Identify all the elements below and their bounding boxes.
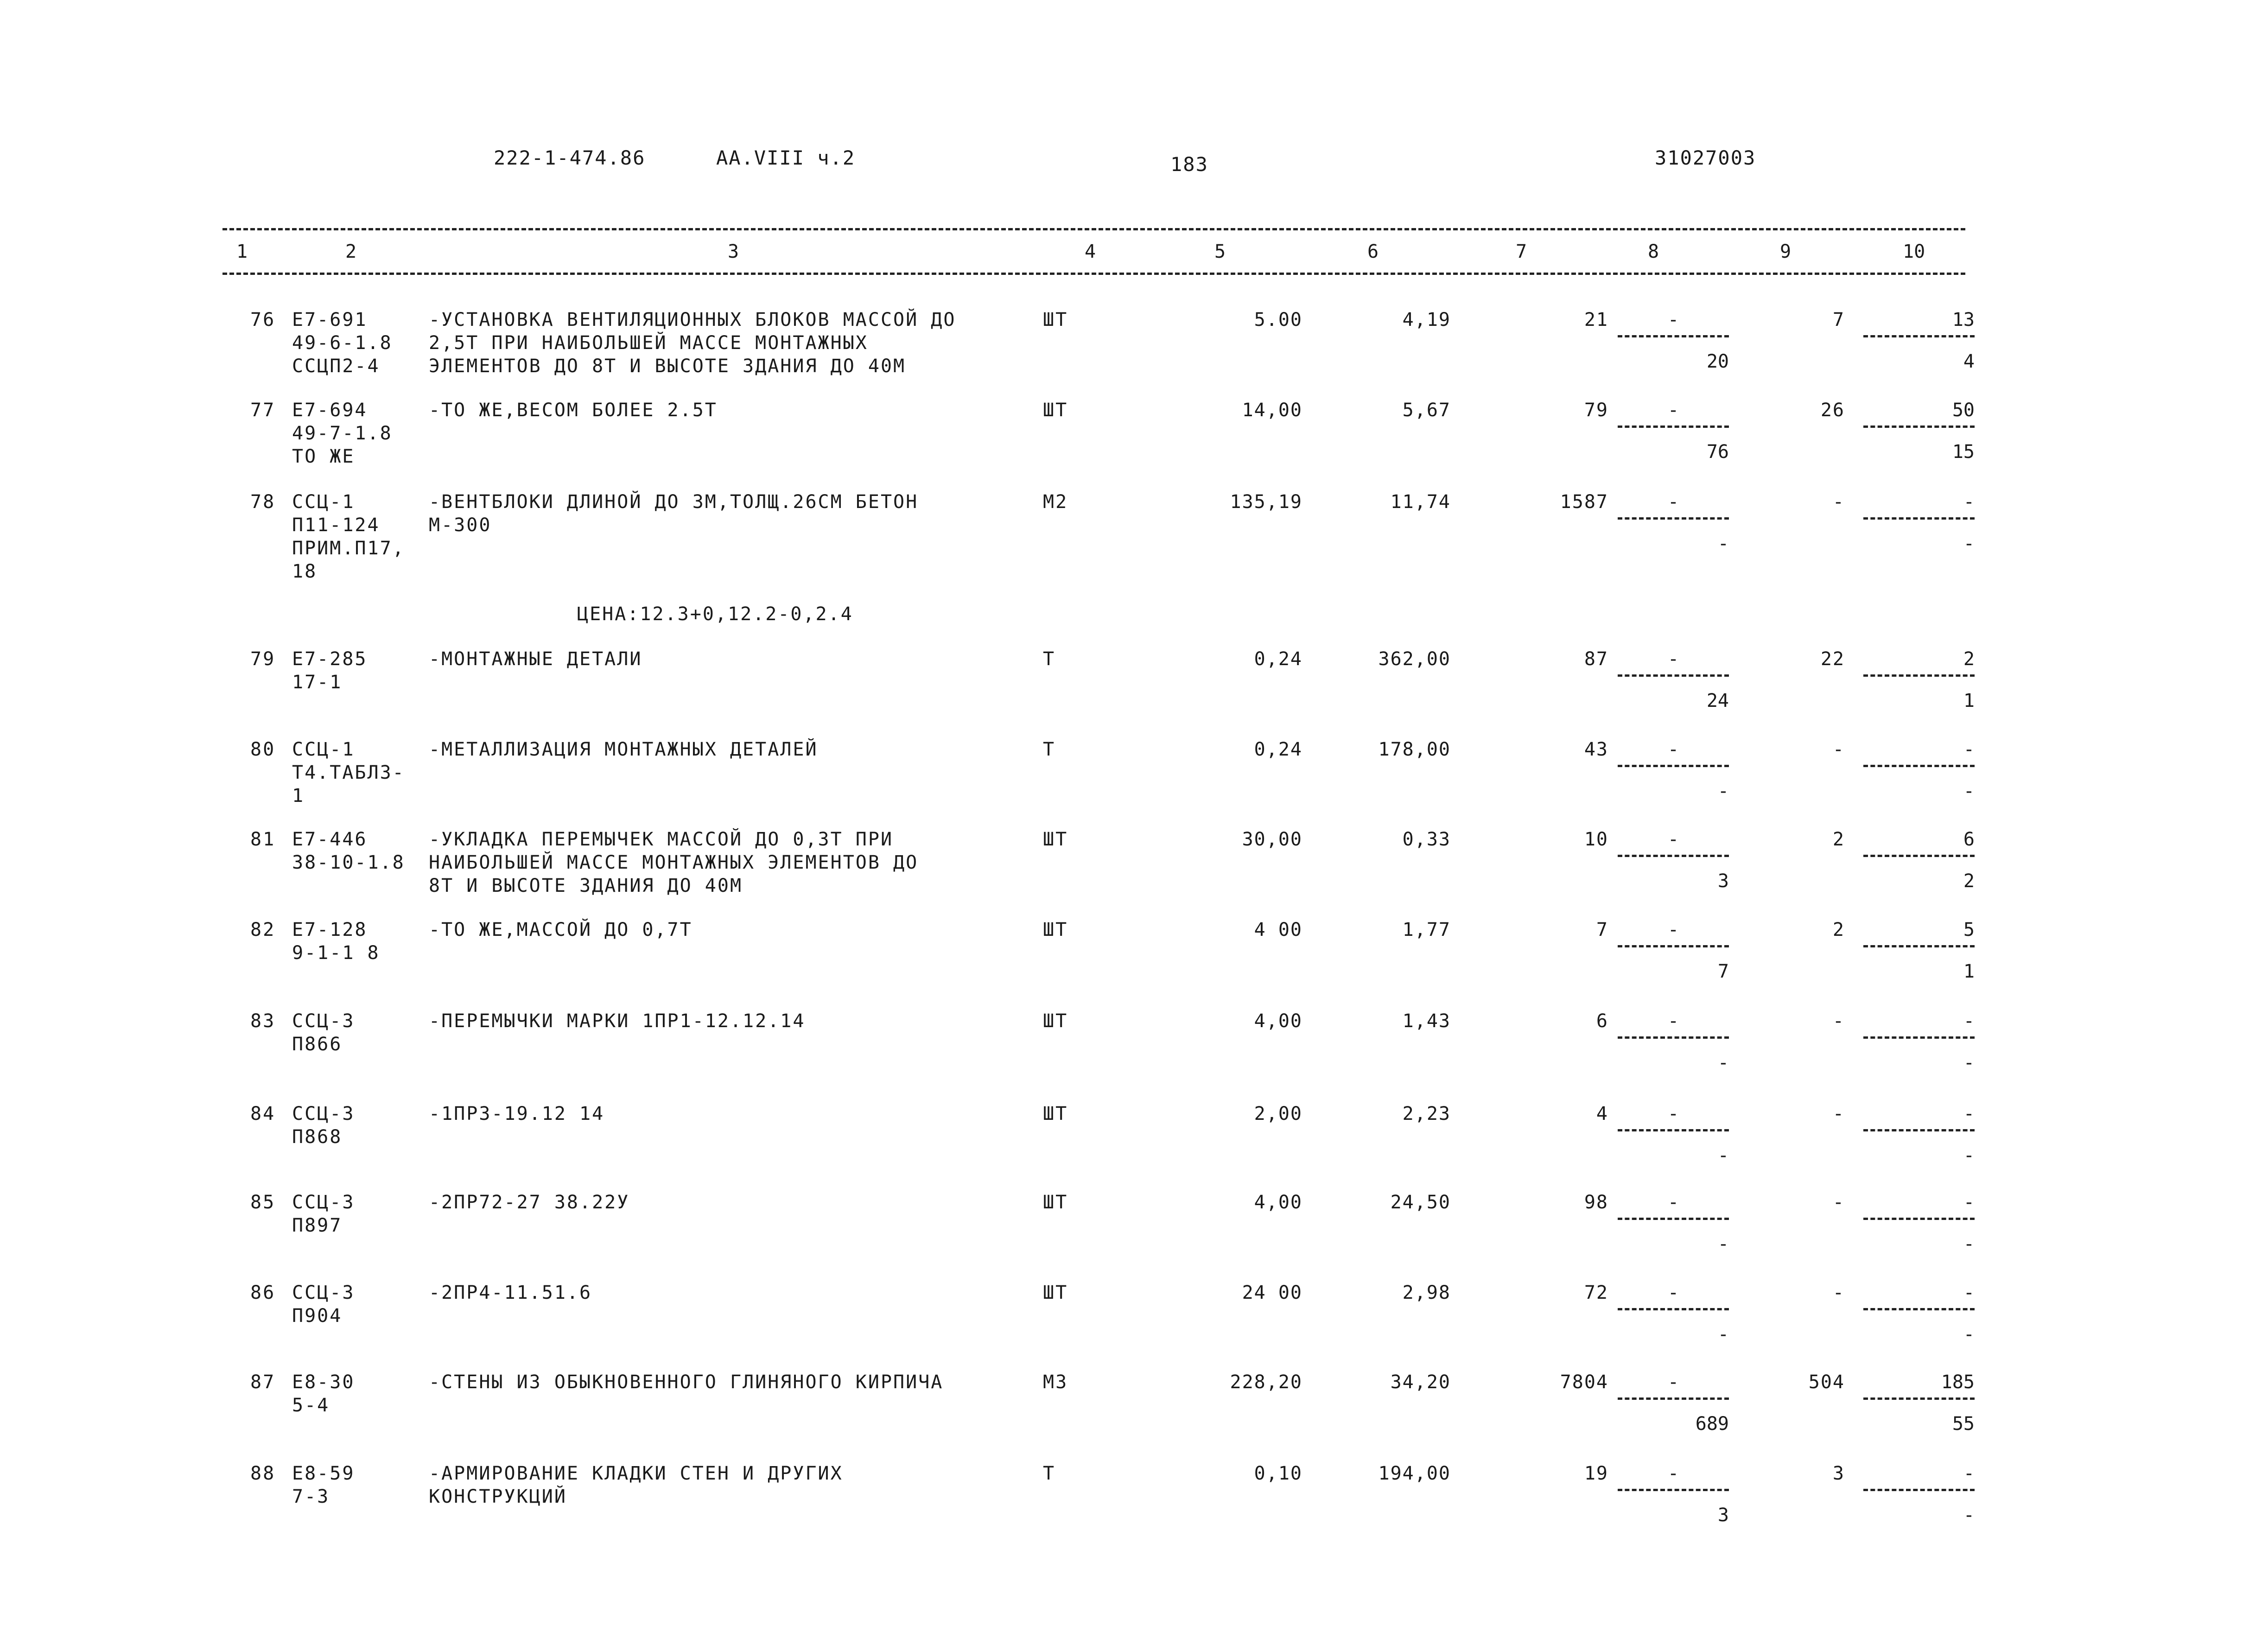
col10-divider xyxy=(1863,1489,1975,1491)
col9-value: - xyxy=(1832,1282,1845,1303)
quantity: 0,24 xyxy=(1254,739,1302,760)
col8-fraction xyxy=(1618,1281,1729,1355)
quantity: 4,00 xyxy=(1254,1010,1302,1032)
quantity: 30,00 xyxy=(1242,829,1302,850)
col10-divider xyxy=(1863,1397,1975,1400)
rate-code-line: П866 xyxy=(292,1034,343,1055)
col10-divider xyxy=(1863,1308,1975,1310)
quantity: 4,00 xyxy=(1254,1192,1302,1213)
unit: М2 xyxy=(1043,491,1068,513)
unit: ШТ xyxy=(1043,1010,1068,1032)
rate-code-line: П904 xyxy=(292,1305,343,1327)
unit-price: 194,00 xyxy=(1378,1463,1451,1484)
col10-top: - xyxy=(1963,491,1975,513)
col8-fraction xyxy=(1618,1102,1729,1176)
doc-number: 31027003 xyxy=(1655,146,1756,169)
unit-price: 11,74 xyxy=(1390,491,1451,513)
col10-bottom: - xyxy=(1963,1233,1975,1255)
rate-code-line: ССЦП2-4 xyxy=(292,356,380,377)
work-description-line: НАИБОЛЬШЕЙ МАССЕ МОНТАЖНЫХ ЭЛЕМЕНТОВ ДО xyxy=(429,852,919,873)
work-description-line: -АРМИРОВАНИЕ КЛАДКИ СТЕН И ДРУГИХ xyxy=(429,1463,843,1484)
rate-code-line: Т4.ТАБЛ3- xyxy=(292,762,405,783)
col8-bottom: - xyxy=(1717,1233,1729,1255)
rate-code-line: П897 xyxy=(292,1215,343,1236)
col10-top: - xyxy=(1963,739,1975,760)
column-header-row xyxy=(222,241,1965,269)
work-description-line: -ВЕНТБЛОКИ ДЛИНОЙ ДО 3М,ТОЛЩ.26СМ БЕТОН xyxy=(429,491,919,513)
rate-code-line: 1 xyxy=(292,785,305,807)
col8-bottom: 3 xyxy=(1717,870,1729,892)
col8-top: - xyxy=(1667,400,1679,421)
rate-code-line: ПРИМ.П17, xyxy=(292,538,405,559)
col8-divider xyxy=(1618,1218,1729,1220)
col8-divider xyxy=(1618,1489,1729,1491)
column-number: 3 xyxy=(728,241,739,262)
unit-price: 24,50 xyxy=(1390,1192,1451,1213)
col8-fraction xyxy=(1618,308,1729,382)
total-cost: 1587 xyxy=(1560,491,1608,513)
unit: ШТ xyxy=(1043,1103,1068,1124)
quantity: 228,20 xyxy=(1230,1372,1302,1393)
col8-fraction xyxy=(1618,399,1729,473)
col10-bottom: 1 xyxy=(1963,961,1975,982)
col9-value: 7 xyxy=(1832,309,1845,330)
column-number: 6 xyxy=(1367,241,1379,262)
col10-bottom: 55 xyxy=(1952,1413,1975,1435)
rate-code-line: ССЦ-3 xyxy=(292,1192,355,1213)
rate-code-line: Е7-446 xyxy=(292,829,368,850)
col10-bottom: - xyxy=(1963,781,1975,802)
total-cost: 7 xyxy=(1596,919,1608,940)
col8-top: - xyxy=(1667,648,1679,670)
col10-divider xyxy=(1863,1036,1975,1039)
total-cost: 6 xyxy=(1596,1010,1608,1032)
unit: ШТ xyxy=(1043,400,1068,421)
col8-top: - xyxy=(1667,829,1679,850)
unit-price: 0,33 xyxy=(1402,829,1451,850)
col8-top: - xyxy=(1667,1103,1679,1124)
work-description-line: -ТО ЖЕ,МАССОЙ ДО 0,7Т xyxy=(429,919,692,940)
col8-fraction xyxy=(1618,1010,1729,1084)
col10-fraction xyxy=(1863,308,1975,382)
col8-fraction xyxy=(1618,918,1729,992)
col10-divider xyxy=(1863,426,1975,428)
col10-top: 6 xyxy=(1963,829,1975,850)
col10-bottom: - xyxy=(1963,533,1975,554)
total-cost: 7804 xyxy=(1560,1372,1608,1393)
rate-code-line: 18 xyxy=(292,561,318,582)
col8-divider xyxy=(1618,945,1729,947)
col10-top: 185 xyxy=(1941,1372,1975,1393)
col10-fraction xyxy=(1863,738,1975,812)
quantity: 0,24 xyxy=(1254,648,1302,670)
col10-divider xyxy=(1863,945,1975,947)
col10-bottom: 1 xyxy=(1963,690,1975,711)
row-number: 81 xyxy=(250,829,276,850)
rate-code-line: ССЦ-1 xyxy=(292,491,355,513)
work-description-line: -2ПР4-11.51.6 xyxy=(429,1282,592,1303)
col8-fraction xyxy=(1618,490,1729,565)
row-number: 79 xyxy=(250,648,276,670)
col8-bottom: 7 xyxy=(1717,961,1729,982)
col8-top: - xyxy=(1667,1192,1679,1213)
rate-code-line: 38-10-1.8 xyxy=(292,852,405,873)
total-cost: 72 xyxy=(1584,1282,1608,1303)
unit: ШТ xyxy=(1043,1282,1068,1303)
col10-top: 50 xyxy=(1952,400,1975,421)
col10-fraction xyxy=(1863,399,1975,473)
col10-top: 2 xyxy=(1963,648,1975,670)
work-description-line: -МОНТАЖНЫЕ ДЕТАЛИ xyxy=(429,648,642,670)
rate-code-line: 49-6-1.8 xyxy=(292,332,393,354)
work-description-line: -ПЕРЕМЫЧКИ МАРКИ 1ПР1-12.12.14 xyxy=(429,1010,806,1032)
row-number: 78 xyxy=(250,491,276,513)
col8-bottom: 689 xyxy=(1695,1413,1729,1435)
row-number: 83 xyxy=(250,1010,276,1032)
row-number: 84 xyxy=(250,1103,276,1124)
row-number: 88 xyxy=(250,1463,276,1484)
col8-top: - xyxy=(1667,309,1679,330)
page-number: 183 xyxy=(1170,153,1208,176)
unit-price: 2,98 xyxy=(1402,1282,1451,1303)
rate-code-line: ССЦ-3 xyxy=(292,1103,355,1124)
col10-top: - xyxy=(1963,1463,1975,1484)
price-note: ЦЕНА:12.3+0,12.2-0,2.4 xyxy=(577,603,853,625)
total-cost: 43 xyxy=(1584,739,1608,760)
unit: М3 xyxy=(1043,1372,1068,1393)
unit-price: 5,67 xyxy=(1402,400,1451,421)
rate-code-line: П11-124 xyxy=(292,514,380,536)
col8-bottom: - xyxy=(1717,533,1729,554)
unit-price: 34,20 xyxy=(1390,1372,1451,1393)
col8-top: - xyxy=(1667,1282,1679,1303)
col8-divider xyxy=(1618,1397,1729,1400)
unit: Т xyxy=(1043,1463,1056,1484)
col8-divider xyxy=(1618,765,1729,767)
total-cost: 19 xyxy=(1584,1463,1608,1484)
column-number: 8 xyxy=(1648,241,1659,262)
col9-value: 504 xyxy=(1808,1372,1845,1393)
rate-code-line: 17-1 xyxy=(292,672,343,693)
col10-divider xyxy=(1863,335,1975,337)
col8-top: - xyxy=(1667,739,1679,760)
rate-code-line: Е7-694 xyxy=(292,400,368,421)
unit-price: 4,19 xyxy=(1402,309,1451,330)
work-description-line: -СТЕНЫ ИЗ ОБЫКНОВЕННОГО ГЛИНЯНОГО КИРПИЧА xyxy=(429,1372,944,1393)
col10-bottom: - xyxy=(1963,1505,1975,1526)
col8-divider xyxy=(1618,674,1729,677)
col8-fraction xyxy=(1618,828,1729,902)
rate-code-line: ССЦ-3 xyxy=(292,1010,355,1032)
unit: Т xyxy=(1043,648,1056,670)
total-cost: 79 xyxy=(1584,400,1608,421)
album-number: АА.VIII ч.2 xyxy=(716,146,856,169)
quantity: 14,00 xyxy=(1242,400,1302,421)
work-description-line: -1ПР3-19.12 14 xyxy=(429,1103,605,1124)
row-number: 85 xyxy=(250,1192,276,1213)
col10-divider xyxy=(1863,1129,1975,1131)
col9-value: 26 xyxy=(1820,400,1845,421)
quantity: 2,00 xyxy=(1254,1103,1302,1124)
col10-top: 5 xyxy=(1963,919,1975,940)
work-description-line: -2ПР72-27 38.22У xyxy=(429,1192,630,1213)
quantity: 135,19 xyxy=(1230,491,1302,513)
header-rule-bottom xyxy=(222,273,1965,275)
col10-divider xyxy=(1863,674,1975,677)
col8-bottom: 20 xyxy=(1706,351,1729,372)
work-description-line: -УСТАНОВКА ВЕНТИЛЯЦИОННЫХ БЛОКОВ МАССОЙ ДО xyxy=(429,309,956,330)
column-number: 5 xyxy=(1214,241,1226,262)
work-description-line: 2,5Т ПРИ НАИБОЛЬШЕЙ МАССЕ МОНТАЖНЫХ xyxy=(429,332,868,354)
col10-top: 13 xyxy=(1952,309,1975,330)
col10-fraction xyxy=(1863,648,1975,722)
rate-code-line: Е7-128 xyxy=(292,919,368,940)
unit: ШТ xyxy=(1043,309,1068,330)
col8-top: - xyxy=(1667,919,1679,940)
work-description-line: КОНСТРУКЦИЙ xyxy=(429,1486,567,1507)
col10-bottom: - xyxy=(1963,1324,1975,1345)
col8-bottom: 76 xyxy=(1706,441,1729,463)
col8-divider xyxy=(1618,855,1729,857)
rate-code-line: ССЦ-3 xyxy=(292,1282,355,1303)
col10-bottom: 15 xyxy=(1952,441,1975,463)
col8-fraction xyxy=(1618,648,1729,722)
col8-top: - xyxy=(1667,491,1679,513)
col8-fraction xyxy=(1618,1371,1729,1445)
col10-top: - xyxy=(1963,1010,1975,1032)
document-code: 222-1-474.86 xyxy=(494,146,646,169)
col10-bottom: - xyxy=(1963,1145,1975,1166)
col10-fraction xyxy=(1863,1281,1975,1355)
unit-price: 1,77 xyxy=(1402,919,1451,940)
quantity: 4 00 xyxy=(1254,919,1302,940)
column-number: 10 xyxy=(1903,241,1925,262)
col9-value: 2 xyxy=(1832,919,1845,940)
col10-top: - xyxy=(1963,1282,1975,1303)
unit: ШТ xyxy=(1043,829,1068,850)
total-cost: 10 xyxy=(1584,829,1608,850)
col8-fraction xyxy=(1618,1462,1729,1536)
work-description-line: ЭЛЕМЕНТОВ ДО 8Т И ВЫСОТЕ ЗДАНИЯ ДО 40М xyxy=(429,356,906,377)
work-description-line: -УКЛАДКА ПЕРЕМЫЧЕК МАССОЙ ДО 0,3Т ПРИ xyxy=(429,829,894,850)
column-number: 2 xyxy=(345,241,357,262)
col8-bottom: 24 xyxy=(1706,690,1729,711)
col8-divider xyxy=(1618,517,1729,520)
col8-bottom: 3 xyxy=(1717,1505,1729,1526)
col10-divider xyxy=(1863,855,1975,857)
col10-fraction xyxy=(1863,828,1975,902)
col9-value: - xyxy=(1832,739,1845,760)
col10-bottom: 2 xyxy=(1963,870,1975,892)
col10-fraction xyxy=(1863,1102,1975,1176)
quantity: 5.00 xyxy=(1254,309,1302,330)
col10-fraction xyxy=(1863,1371,1975,1445)
unit-price: 362,00 xyxy=(1378,648,1451,670)
rate-code-line: Е8-30 xyxy=(292,1372,355,1393)
column-number: 7 xyxy=(1516,241,1527,262)
col8-divider xyxy=(1618,1129,1729,1131)
total-cost: 21 xyxy=(1584,309,1608,330)
col9-value: - xyxy=(1832,1103,1845,1124)
total-cost: 98 xyxy=(1584,1192,1608,1213)
col9-value: - xyxy=(1832,1010,1845,1032)
header-rule-top xyxy=(222,228,1965,230)
col10-bottom: - xyxy=(1963,1052,1975,1073)
rate-code-line: Е8-59 xyxy=(292,1463,355,1484)
col9-value: - xyxy=(1832,1192,1845,1213)
unit: ШТ xyxy=(1043,1192,1068,1213)
col10-top: - xyxy=(1963,1192,1975,1213)
column-number: 9 xyxy=(1780,241,1792,262)
col10-divider xyxy=(1863,765,1975,767)
col10-fraction xyxy=(1863,1191,1975,1265)
column-number: 4 xyxy=(1085,241,1096,262)
work-description-line: 8Т И ВЫСОТЕ ЗДАНИЯ ДО 40М xyxy=(429,875,743,896)
col10-divider xyxy=(1863,517,1975,520)
col8-divider xyxy=(1618,1308,1729,1310)
quantity: 0,10 xyxy=(1254,1463,1302,1484)
col9-value: 22 xyxy=(1820,648,1845,670)
col8-top: - xyxy=(1667,1010,1679,1032)
rate-code-line: 9-1-1 8 xyxy=(292,942,380,964)
work-description-line: -ТО ЖЕ,ВЕСОМ БОЛЕЕ 2.5Т xyxy=(429,400,718,421)
col10-fraction xyxy=(1863,490,1975,565)
col10-fraction xyxy=(1863,1462,1975,1536)
rate-code-line: 7-3 xyxy=(292,1486,330,1507)
row-number: 86 xyxy=(250,1282,276,1303)
col8-bottom: - xyxy=(1717,1052,1729,1073)
rate-code-line: ТО ЖЕ xyxy=(292,446,355,467)
unit: ШТ xyxy=(1043,919,1068,940)
rate-code-line: 49-7-1.8 xyxy=(292,423,393,444)
rate-code-line: П868 xyxy=(292,1126,343,1148)
col8-bottom: - xyxy=(1717,1324,1729,1345)
col8-fraction xyxy=(1618,1191,1729,1265)
unit-price: 1,43 xyxy=(1402,1010,1451,1032)
col10-fraction xyxy=(1863,918,1975,992)
row-number: 76 xyxy=(250,309,276,330)
col10-bottom: 4 xyxy=(1963,351,1975,372)
total-cost: 87 xyxy=(1584,648,1608,670)
col10-divider xyxy=(1863,1218,1975,1220)
unit: Т xyxy=(1043,739,1056,760)
col8-top: - xyxy=(1667,1463,1679,1484)
col8-fraction xyxy=(1618,738,1729,812)
unit-price: 2,23 xyxy=(1402,1103,1451,1124)
col10-top: - xyxy=(1963,1103,1975,1124)
rate-code-line: Е7-285 xyxy=(292,648,368,670)
row-number: 87 xyxy=(250,1372,276,1393)
col8-bottom: - xyxy=(1717,781,1729,802)
col10-fraction xyxy=(1863,1010,1975,1084)
col8-divider xyxy=(1618,335,1729,337)
column-number: 1 xyxy=(236,241,248,262)
col8-top: - xyxy=(1667,1372,1679,1393)
row-number: 77 xyxy=(250,400,276,421)
col9-value: 3 xyxy=(1832,1463,1845,1484)
col8-divider xyxy=(1618,426,1729,428)
quantity: 24 00 xyxy=(1242,1282,1302,1303)
total-cost: 4 xyxy=(1596,1103,1608,1124)
rate-code-line: 5-4 xyxy=(292,1395,330,1416)
unit-price: 178,00 xyxy=(1378,739,1451,760)
rate-code-line: ССЦ-1 xyxy=(292,739,355,760)
col9-value: - xyxy=(1832,491,1845,513)
row-number: 80 xyxy=(250,739,276,760)
row-number: 82 xyxy=(250,919,276,940)
work-description-line: М-300 xyxy=(429,514,492,536)
col8-bottom: - xyxy=(1717,1145,1729,1166)
col8-divider xyxy=(1618,1036,1729,1039)
col9-value: 2 xyxy=(1832,829,1845,850)
work-description-line: -МЕТАЛЛИЗАЦИЯ МОНТАЖНЫХ ДЕТАЛЕЙ xyxy=(429,739,818,760)
rate-code-line: Е7-691 xyxy=(292,309,368,330)
